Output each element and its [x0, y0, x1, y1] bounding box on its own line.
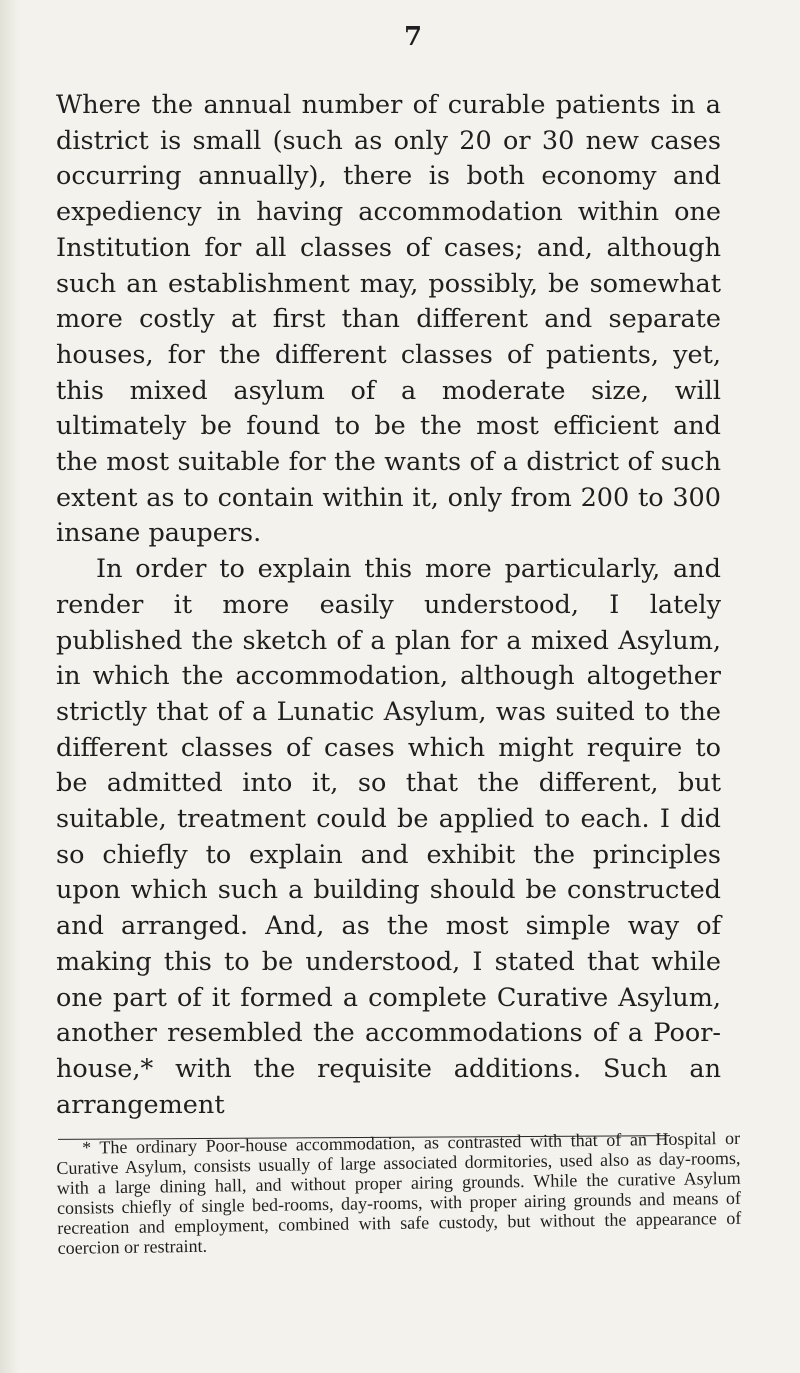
footnote: * The ordinary Poor-house accommodation, as contrasted with that of an Hospital or Curative Asylum, consists usually of large associated dormitories, used also as day-rooms, with a large dining hall, and without proper airing grounds. While the curative Asylum consists chiefly of single bed-rooms, day-rooms, with proper airing grounds and means of recreation and employment, combined with safe custody, but without the appearance of coercion or restraint.: [56, 1127, 742, 1258]
page-number: 7: [403, 22, 423, 52]
paragraph-1: Where the annual number of curable patients in a district is small (such as only 20 or 30 new cases occurring annually), there is both economy and expediency in having accommodation within one Institution for all classes of cases; and, although such an establishment may, possibly, be somewhat more costly at first than different and separate houses, for the different classes of patients, yet, this mixed asylum of a moderate size, will ultimately be found to be the most efficient and the most suitable for the wants of a district of such extent as to contain within it, only from 200 to 300 insane paupers.: [56, 90, 721, 549]
main-text: [56, 88, 721, 1123]
paragraph-2: In order to explain this more particularly, and render it more easily understood, I lately published the sketch of a plan for a mixed Asylum, in which the accommodation, although altogether strictly that of a Lunatic Asylum, was suited to the different classes of cases which might require to be admitted into it, so that the different, but suitable, treatment could be applied to each. I did so chiefly to explain and exhibit the principles upon which such a building should be constructed and arranged. And, as the most simple way of making this to be understood, I stated that while one part of it formed a complete Curative Asylum, another resembled the accommodations of a Poor-house,* with the requisite additions. Such an arrangement: [56, 554, 721, 1120]
page-gutter-shadow: [0, 0, 20, 1373]
